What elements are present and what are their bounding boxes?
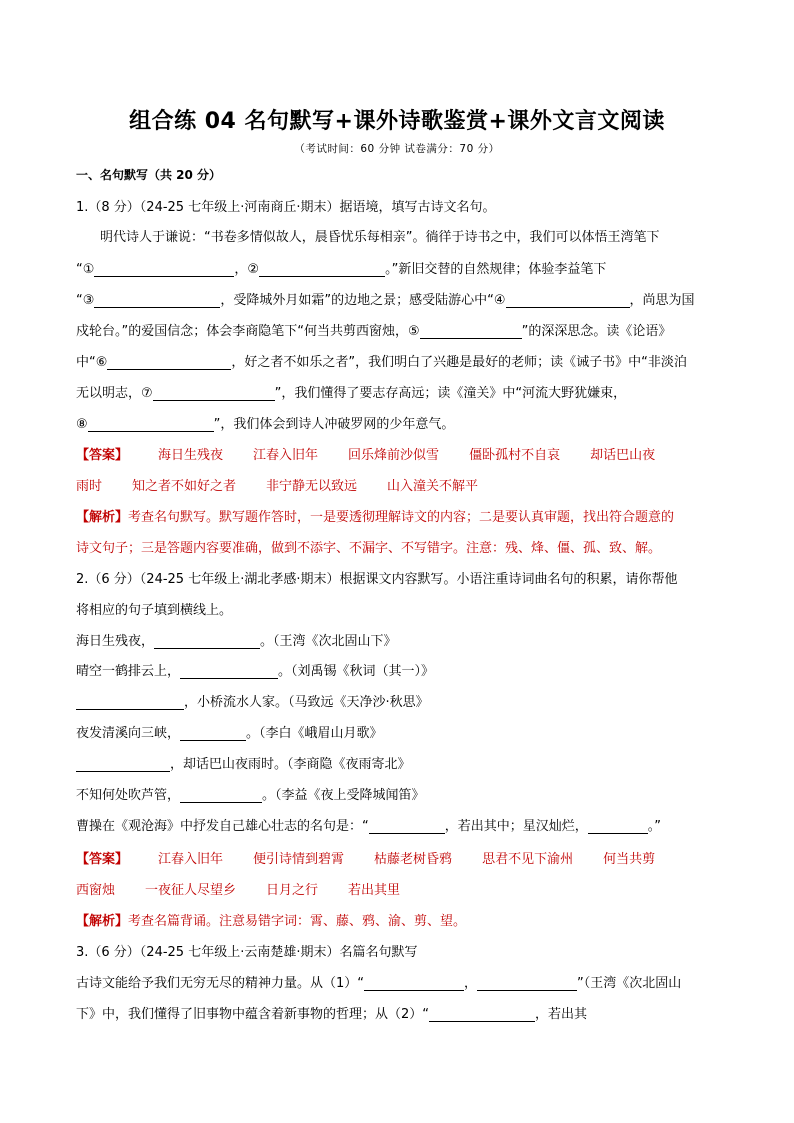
question-2-item-1: 海日生残夜， 。（王湾《次北固山下》 <box>76 634 397 649</box>
answer-blank[interactable] <box>588 818 648 834</box>
analysis-label: 【解析】 <box>76 510 129 525</box>
question-2-answer-line-1 <box>76 848 655 867</box>
answer-blank[interactable] <box>180 787 262 803</box>
question-2-item-4: 夜发清溪向三峡， 。（李白《峨眉山月歌》 <box>76 726 383 741</box>
question-2-analysis: 【解析】考查名篇背诵。注意易错字词：霄、藤、鸦、渝、剪、望。 <box>76 914 467 929</box>
answer-blank-5[interactable] <box>420 323 522 339</box>
blank-number-4: ④ <box>493 293 506 308</box>
answer-item: 回乐烽前沙似雪 <box>348 448 440 463</box>
answer-label: 【答案】 <box>76 448 129 463</box>
question-2-item-6: 不知何处吹芦管， 。（李益《夜上受降城闻笛》 <box>76 788 425 803</box>
answer-item: 若出其里 <box>348 883 401 898</box>
blank-number-5: ⑤ <box>407 324 420 339</box>
blank-number-6: ⑥ <box>95 355 108 370</box>
question-1-passage-line-6: 无以明志，⑦ ”，我们懂得了要志存高远；读《潼关》中“河流大野犹嫌束， <box>76 386 627 401</box>
answer-item: 思君不见下渝州 <box>482 852 574 867</box>
answer-item: 何当共剪 <box>603 852 656 867</box>
answer-blank[interactable] <box>369 818 445 834</box>
question-2-item-2: 晴空一鹤排云上， 。（刘禹锡《秋词（其一）》 <box>76 664 435 679</box>
answer-blank[interactable] <box>429 1006 535 1022</box>
answer-blank[interactable] <box>180 725 246 741</box>
question-2-item-5: ，却话巴山夜雨时。（李商隐《夜雨寄北》 <box>76 753 411 772</box>
answer-item: 枯藤老树昏鸦 <box>374 852 453 867</box>
question-1-passage-line-7: ⑧ ”，我们体会到诗人冲破罗网的少年意气。 <box>76 417 455 432</box>
question-1-passage-line-3: “③ ，受降城外月如霜”的边地之景；感受陆游心中“④ ，尚思为国 <box>76 293 695 308</box>
analysis-label: 【解析】 <box>76 914 129 929</box>
question-2-stem-line-1: 2.（6 分）（24-25 七年级上·湖北孝感·期末）根据课文内容默写。小语注重诗词曲名句的积累，请你帮他 <box>76 572 678 587</box>
blank-number-2: ② <box>247 262 260 277</box>
answer-blank[interactable] <box>76 756 170 772</box>
exam-info: （考试时间：60 分钟 试卷满分：70 分） <box>294 143 500 155</box>
question-2-stem-line-2: 将相应的句子填到横线上。 <box>76 603 233 618</box>
answer-blank-8[interactable] <box>88 416 214 432</box>
question-3-line-2: 下》中，我们懂得了旧事物中蕴含着新事物的哲理；从（2）“ ，若出其 <box>76 1007 588 1022</box>
question-2-answer-line-2 <box>76 879 400 898</box>
question-1-passage-line-1: 明代诗人于谦说：“书卷多情似故人，晨昏忧乐每相亲”。徜徉于诗书之中，我们可以体悟王湾笔下 <box>100 230 660 245</box>
answer-blank-6[interactable] <box>107 354 231 370</box>
answer-item: 日月之行 <box>266 883 319 898</box>
question-1-stem: 1.（8 分）（24-25 七年级上·河南商丘·期末）据语境，填写古诗文名句。 <box>76 200 496 215</box>
section-heading: 一、名句默写（共 20 分） <box>76 168 222 182</box>
question-1-passage-line-5: 中“⑥ ，好之者不如乐之者”，我们明白了兴趣是最好的老师；读《诫子书》中“非淡泊 <box>76 355 687 370</box>
answer-item: 雨时 <box>76 479 103 494</box>
question-3-stem: 3.（6 分）（24-25 七年级上·云南楚雄·期末）名篇名句默写 <box>76 945 418 960</box>
answer-blank[interactable] <box>154 633 260 649</box>
question-1-analysis-line-1: 【解析】考查名句默写。默写题作答时，一是要透彻理解诗文的内容；二是要认真审题，找出符合题意的 <box>76 510 675 525</box>
answer-blank[interactable] <box>76 694 184 710</box>
answer-blank[interactable] <box>364 975 464 991</box>
answer-item: 非宁静无以致远 <box>266 479 358 494</box>
answer-label: 【答案】 <box>76 852 129 867</box>
question-1-passage-line-2: “① ，② 。”新旧交替的自然规律；体验李益笔下 <box>76 262 607 277</box>
question-1-answer-line-2 <box>76 475 478 494</box>
answer-blank-1[interactable] <box>94 261 234 277</box>
answer-blank[interactable] <box>180 663 278 679</box>
question-1-analysis-line-2: 诗文句子；三是答题内容要准确，做到不添字、不漏字、不写错字。注意：残、烽、僵、孤、致、解。 <box>76 541 662 556</box>
page-title: 组合练 04 名句默写+课外诗歌鉴赏+课外文言文阅读 <box>129 109 665 134</box>
blank-number-1: ① <box>82 262 95 277</box>
answer-item: 僵卧孤村不自哀 <box>469 448 561 463</box>
answer-blank-2[interactable] <box>259 261 385 277</box>
answer-item: 西窗烛 <box>76 883 116 898</box>
answer-blank[interactable] <box>477 975 577 991</box>
blank-number-3: ③ <box>82 293 95 308</box>
question-2-item-7: 曹操在《观沧海》中抒发自己雄心壮志的名句是：“ ，若出其中；星汉灿烂， 。” <box>76 819 662 834</box>
answer-item: 知之者不如好之者 <box>132 479 237 494</box>
question-3-line-1: 古诗文能给予我们无穷无尽的精神力量。从（1）“ ， ”（王湾《次北固山 <box>76 976 682 991</box>
question-2-item-3: ，小桥流水人家。（马致远《天净沙·秋思》 <box>76 691 429 710</box>
blank-number-7: ⑦ <box>141 386 153 401</box>
question-1-answer-line-1 <box>76 444 655 463</box>
answer-item: 便引诗情到碧霄 <box>253 852 345 867</box>
answer-item: 江春入旧年 <box>158 852 224 867</box>
answer-blank-3[interactable] <box>94 292 220 308</box>
answer-item: 一夜征人尽望乡 <box>145 883 237 898</box>
question-1-passage-line-4: 戍轮台。”的爱国信念；体会李商隐笔下“何当共剪西窗烛，⑤ ”的深深思念。读《论语》 <box>76 324 672 339</box>
blank-number-8: ⑧ <box>76 417 88 432</box>
answer-item: 却话巴山夜 <box>590 448 656 463</box>
answer-item: 山入潼关不解平 <box>387 479 479 494</box>
answer-item: 江春入旧年 <box>253 448 319 463</box>
answer-blank-7[interactable] <box>153 385 275 401</box>
answer-blank-4[interactable] <box>506 292 630 308</box>
answer-item: 海日生残夜 <box>158 448 224 463</box>
